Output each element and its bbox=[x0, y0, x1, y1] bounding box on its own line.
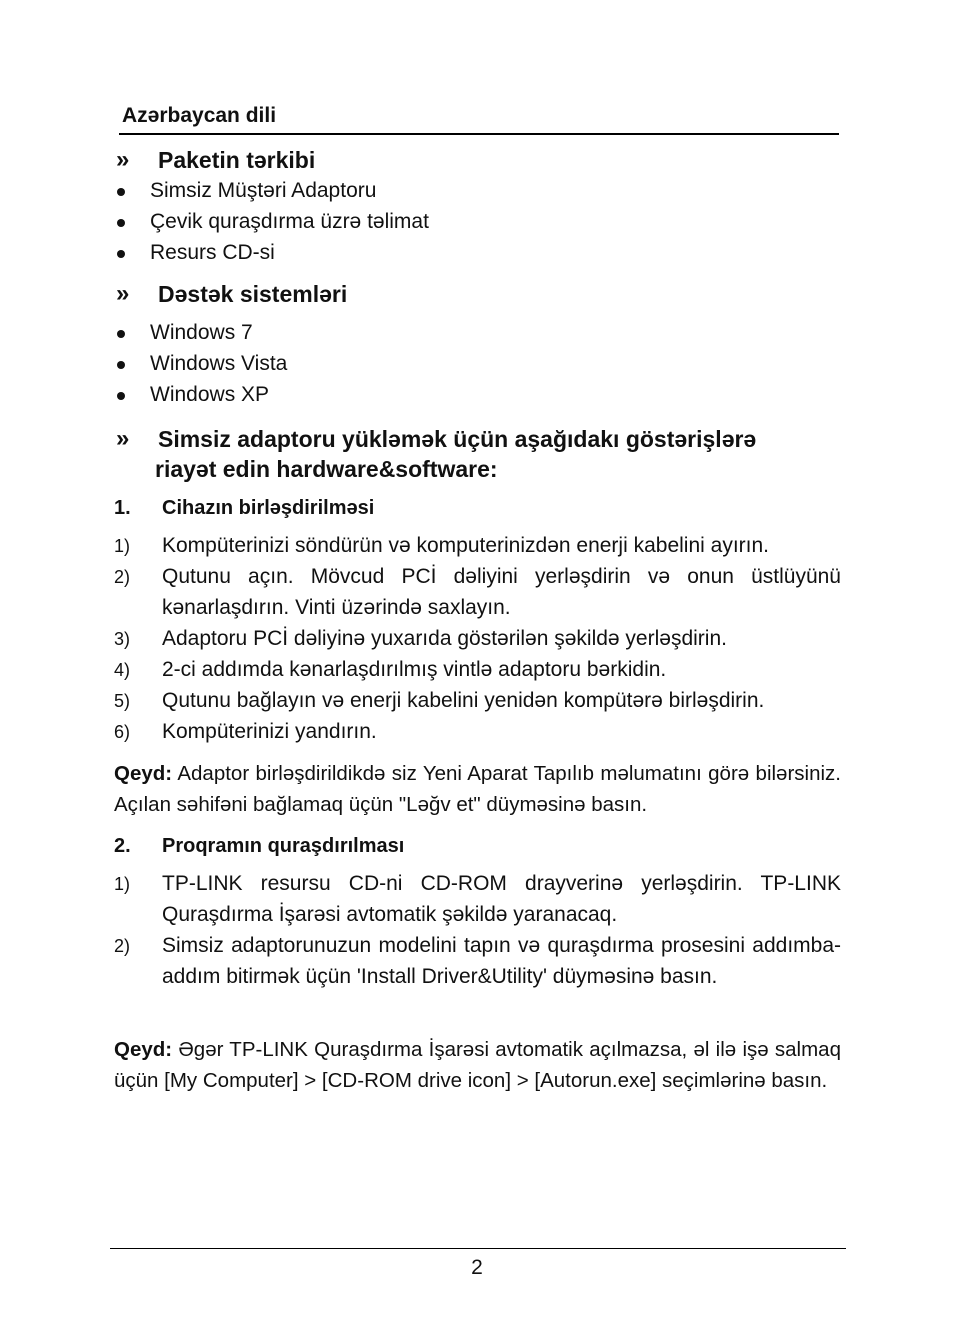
step-item: 2) Simsiz adaptorunuzun modelini tapın və quraşdırma prosesini addımba-addım bitirmək üçün 'Install Driver&Utility' düyməsinə basın. bbox=[114, 934, 841, 988]
step-item: 1) Kompüterinizi söndürün və komputerinizdən enerji kabelini ayırın. bbox=[114, 534, 769, 557]
systems-heading bbox=[116, 279, 846, 309]
install-title-line1: Simsiz adaptoru yükləmək üçün aşağıdakı göstərişlərə bbox=[158, 426, 757, 452]
install-section bbox=[116, 424, 846, 484]
note-label: Qeyd: bbox=[114, 762, 173, 785]
note-text: Adaptor birləşdirildikdə siz Yeni Aparat Tapılıb məlumatını görə bilərsiniz. Açılan səhifəni bağlamaq üçün "Ləğv et" düyməsinə basın. bbox=[114, 762, 841, 816]
list-item: Windows XP bbox=[116, 379, 846, 410]
hardware-note bbox=[114, 758, 841, 820]
list-item: Windows Vista bbox=[116, 348, 846, 379]
systems-title: Dəstək sistemləri bbox=[158, 281, 348, 307]
raquo-marker: » bbox=[116, 425, 130, 452]
bullet-icon bbox=[117, 250, 125, 258]
bullet-icon bbox=[117, 330, 125, 338]
header-rule bbox=[119, 133, 839, 135]
hardware-heading: 1. Cihazın birləşdirilməsi bbox=[114, 497, 375, 519]
raquo-marker: » bbox=[116, 146, 130, 173]
package-title: Paketin tərkibi bbox=[158, 147, 316, 173]
install-heading bbox=[116, 424, 846, 454]
systems-list bbox=[116, 317, 846, 410]
list-item: Resurs CD-si bbox=[116, 237, 846, 268]
install-title-line2: riayət edin hardware&software: bbox=[155, 456, 498, 482]
systems-section bbox=[116, 279, 846, 410]
step-item: 2) Qutunu açın. Mövcud PCİ dəliyini yerləşdirin və onun üstlüyünü kənarlaşdırın. Vinti üzərində saxlayın. bbox=[114, 565, 841, 619]
package-section bbox=[116, 145, 846, 268]
bullet-icon bbox=[117, 219, 125, 227]
hardware-steps bbox=[114, 530, 841, 747]
list-item: Windows 7 bbox=[116, 317, 846, 348]
list-item: Çevik quraşdırma üzrə təlimat bbox=[116, 206, 846, 237]
bullet-icon bbox=[117, 392, 125, 400]
install-heading-cont bbox=[116, 454, 846, 484]
raquo-marker: » bbox=[116, 280, 130, 307]
footer-rule bbox=[110, 1248, 846, 1249]
note-text: Əgər TP-LINK Quraşdırma İşarəsi avtomatik açılmazsa, əl ilə işə salmaq üçün [My Computer] > [CD-ROM drive icon] > [Autorun.exe] seçimlərinə basın. bbox=[114, 1038, 841, 1092]
list-item: Simsiz Müştəri Adaptoru bbox=[116, 175, 846, 206]
bullet-icon bbox=[117, 361, 125, 369]
package-heading bbox=[116, 145, 846, 175]
software-heading: 2. Proqramın quraşdırılması bbox=[114, 835, 405, 857]
step-item: 4) 2-ci addımda kənarlaşdırılmış vintlə adaptoru bərkidin. bbox=[114, 658, 667, 681]
software-note bbox=[114, 1034, 841, 1096]
note-label: Qeyd: bbox=[114, 1038, 173, 1061]
step-item: 1) TP-LINK resursu CD-ni CD-ROM drayverinə yerləşdirin. TP-LINK Quraşdırma İşarəsi avtomatik şəkildə yaranacaq. bbox=[114, 872, 841, 926]
page-number: 2 bbox=[471, 1256, 483, 1279]
step-item: 5) Qutunu bağlayın və enerji kabelini yenidən kompütərə birləşdirin. bbox=[114, 689, 765, 712]
package-list bbox=[116, 175, 846, 268]
software-steps bbox=[114, 868, 841, 992]
step-item: 6) Kompüterinizi yandırın. bbox=[114, 720, 377, 743]
language-heading: Azərbaycan dili bbox=[122, 104, 277, 127]
step-item: 3) Adaptoru PCİ dəliyinə yuxarıda göstərilən şəkildə yerləşdirin. bbox=[114, 627, 727, 650]
bullet-icon bbox=[117, 188, 125, 196]
